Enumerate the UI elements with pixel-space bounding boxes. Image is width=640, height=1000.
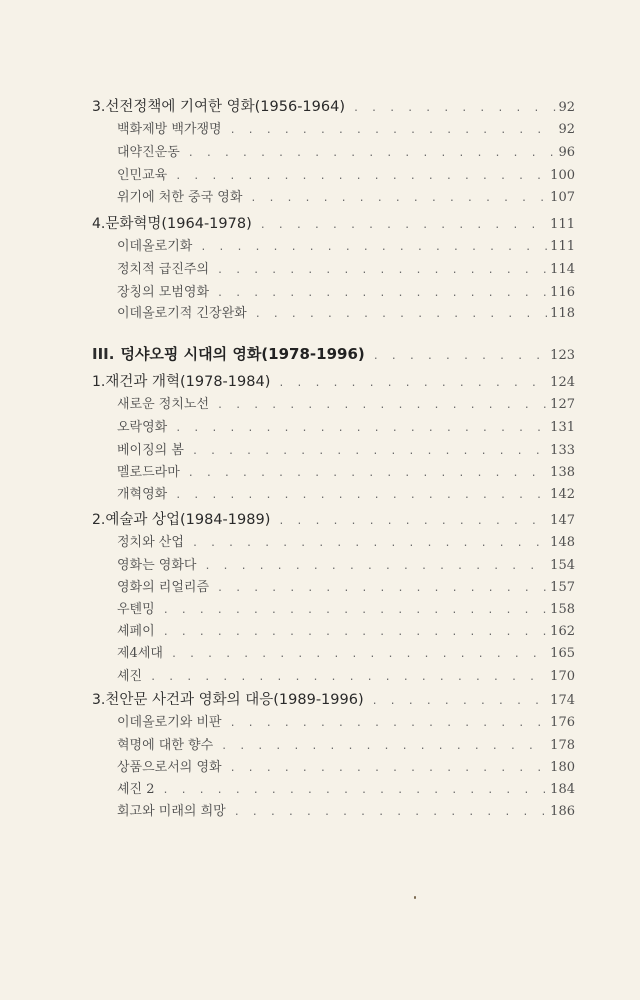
- dot-leader: [217, 395, 548, 417]
- toc-item[interactable]: [117, 282, 575, 304]
- toc-item[interactable]: [117, 236, 575, 258]
- toc-section-2[interactable]: [92, 509, 575, 531]
- section-title: 문화혁명(1964-1978): [105, 216, 252, 232]
- dot-leader: [200, 237, 548, 259]
- toc-item[interactable]: [117, 187, 575, 209]
- item-title: 우톈밍: [117, 602, 155, 617]
- dot-leader: [353, 98, 556, 120]
- page-number: 92: [558, 100, 575, 115]
- dot-leader: [163, 780, 549, 802]
- page-number: 138: [550, 465, 575, 480]
- page-number: 116: [550, 285, 575, 300]
- toc-section-4[interactable]: [92, 213, 575, 235]
- item-title: 셰진 2: [117, 782, 155, 797]
- dot-leader: [255, 304, 548, 326]
- dot-leader: [230, 758, 549, 780]
- dot-leader: [188, 143, 557, 165]
- item-title: 영화는 영화다: [117, 558, 197, 573]
- page-number: 148: [550, 535, 575, 550]
- item-title: 베이징의 봄: [117, 443, 184, 458]
- item-title: 상품으로서의 영화: [117, 760, 222, 775]
- item-title: 백화제방 백가쟁명: [117, 122, 222, 137]
- page-number: 111: [550, 239, 575, 254]
- page-number: 100: [550, 168, 575, 183]
- item-title: 이데올로기적 긴장완화: [117, 306, 247, 321]
- page-number: 111: [550, 217, 575, 232]
- section-number: 2.: [92, 512, 106, 528]
- page-number: 118: [550, 306, 575, 321]
- dot-leader: [260, 215, 548, 237]
- dot-leader: [250, 188, 548, 210]
- page-number: 165: [550, 646, 575, 661]
- toc-item[interactable]: [117, 165, 575, 187]
- page-number: 131: [550, 420, 575, 435]
- toc-item[interactable]: [117, 532, 575, 554]
- toc-item[interactable]: [117, 555, 575, 577]
- toc-item[interactable]: [117, 484, 575, 506]
- dot-leader: [163, 600, 548, 622]
- page-number: 114: [550, 262, 575, 277]
- page-number: 92: [558, 122, 575, 137]
- toc-item[interactable]: [117, 735, 575, 757]
- section-number: 4.: [92, 216, 106, 232]
- page-number: 186: [550, 804, 575, 819]
- page-number: 133: [550, 443, 575, 458]
- toc-section-3b[interactable]: [92, 689, 575, 711]
- toc-item[interactable]: [117, 599, 575, 621]
- item-title: 개혁영화: [117, 487, 168, 502]
- page-number: 180: [550, 760, 575, 775]
- item-title: 장칭의 모범영화: [117, 285, 210, 300]
- dot-leader: [372, 691, 549, 713]
- item-title: 영화의 리얼리즘: [117, 580, 210, 595]
- dot-leader: [175, 166, 548, 188]
- page-number: 176: [550, 715, 575, 730]
- dot-leader: [171, 644, 548, 666]
- toc-part-3[interactable]: [92, 343, 575, 365]
- item-title: 이데올로기와 비판: [117, 715, 222, 730]
- toc-section-1[interactable]: [92, 371, 575, 393]
- section-title: 예술과 상업(1984-1989): [105, 512, 271, 528]
- toc-item[interactable]: [117, 779, 575, 801]
- dot-leader: [278, 373, 548, 395]
- section-number: 3.: [92, 692, 106, 708]
- item-title: 제4세대: [117, 646, 163, 661]
- dot-leader: [278, 511, 548, 533]
- part-number: III.: [92, 345, 115, 363]
- item-title: 오락영화: [117, 420, 168, 435]
- section-title: 천안문 사건과 영화의 대응(1989-1996): [105, 692, 364, 708]
- dot-leader: [234, 802, 548, 824]
- item-title: 멜로드라마: [117, 465, 180, 480]
- item-title: 회고와 미래의 희망: [117, 804, 226, 819]
- dot-leader: [217, 283, 548, 305]
- dot-leader: [175, 485, 548, 507]
- toc-item[interactable]: [117, 142, 575, 164]
- item-title: 셰페이: [117, 624, 155, 639]
- toc-item[interactable]: [117, 643, 575, 665]
- toc-item[interactable]: [117, 577, 575, 599]
- toc-item[interactable]: [117, 259, 575, 281]
- section-title: 재건과 개혁(1978-1984): [105, 374, 271, 390]
- toc-item[interactable]: [117, 440, 575, 462]
- item-title: 인민교육: [117, 168, 168, 183]
- section-number: 1.: [92, 374, 106, 390]
- item-title: 혁명에 대한 향수: [117, 738, 214, 753]
- toc-item[interactable]: [117, 666, 575, 688]
- paper-speck: [414, 896, 416, 899]
- page-number: 162: [550, 624, 575, 639]
- page-number: 157: [550, 580, 575, 595]
- page-number: 178: [550, 738, 575, 753]
- item-title: 대약진운동: [117, 145, 180, 160]
- toc-item[interactable]: [117, 462, 575, 484]
- item-title: 정치와 산업: [117, 535, 184, 550]
- page-number: 142: [550, 487, 575, 502]
- item-title: 정치적 급진주의: [117, 262, 210, 277]
- dot-leader: [230, 713, 549, 735]
- section-title: 선전정책에 기여한 영화(1956-1964): [105, 99, 345, 115]
- page-number: 147: [550, 513, 575, 528]
- item-title: 위기에 처한 중국 영화: [117, 190, 243, 205]
- dot-leader: [221, 736, 548, 758]
- toc-item[interactable]: [117, 801, 575, 823]
- dot-leader: [163, 622, 548, 644]
- dot-leader: [230, 120, 557, 142]
- page-number: 107: [550, 190, 575, 205]
- part-title: 덩샤오핑 시대의 영화(1978-1996): [120, 345, 365, 363]
- dot-leader: [175, 418, 548, 440]
- page-number: 96: [558, 145, 575, 160]
- page-number: 124: [550, 375, 575, 390]
- page-number: 174: [550, 693, 575, 708]
- toc-item[interactable]: [117, 394, 575, 416]
- page-number: 127: [550, 397, 575, 412]
- dot-leader: [217, 578, 548, 600]
- dot-leader: [192, 533, 548, 555]
- toc-item[interactable]: [117, 417, 575, 439]
- page-number: 154: [550, 558, 575, 573]
- item-title: 셰진: [117, 669, 143, 684]
- dot-leader: [373, 346, 548, 368]
- toc-item[interactable]: [117, 757, 575, 779]
- toc-section-3[interactable]: [92, 96, 575, 118]
- section-number: 3.: [92, 99, 106, 115]
- item-title: 새로운 정치노선: [117, 397, 210, 412]
- dot-leader: [217, 260, 548, 282]
- dot-leader: [192, 441, 548, 463]
- toc-item[interactable]: [117, 119, 575, 141]
- page-number: 184: [550, 782, 575, 797]
- toc-item[interactable]: [117, 712, 575, 734]
- page-number: 158: [550, 602, 575, 617]
- page-number: 170: [550, 669, 575, 684]
- toc-item[interactable]: [117, 303, 575, 325]
- dot-leader: [188, 463, 548, 485]
- dot-leader: [204, 556, 548, 578]
- dot-leader: [150, 667, 548, 689]
- page-number: 123: [550, 348, 575, 363]
- item-title: 이데올로기화: [117, 239, 193, 254]
- toc-item[interactable]: [117, 621, 575, 643]
